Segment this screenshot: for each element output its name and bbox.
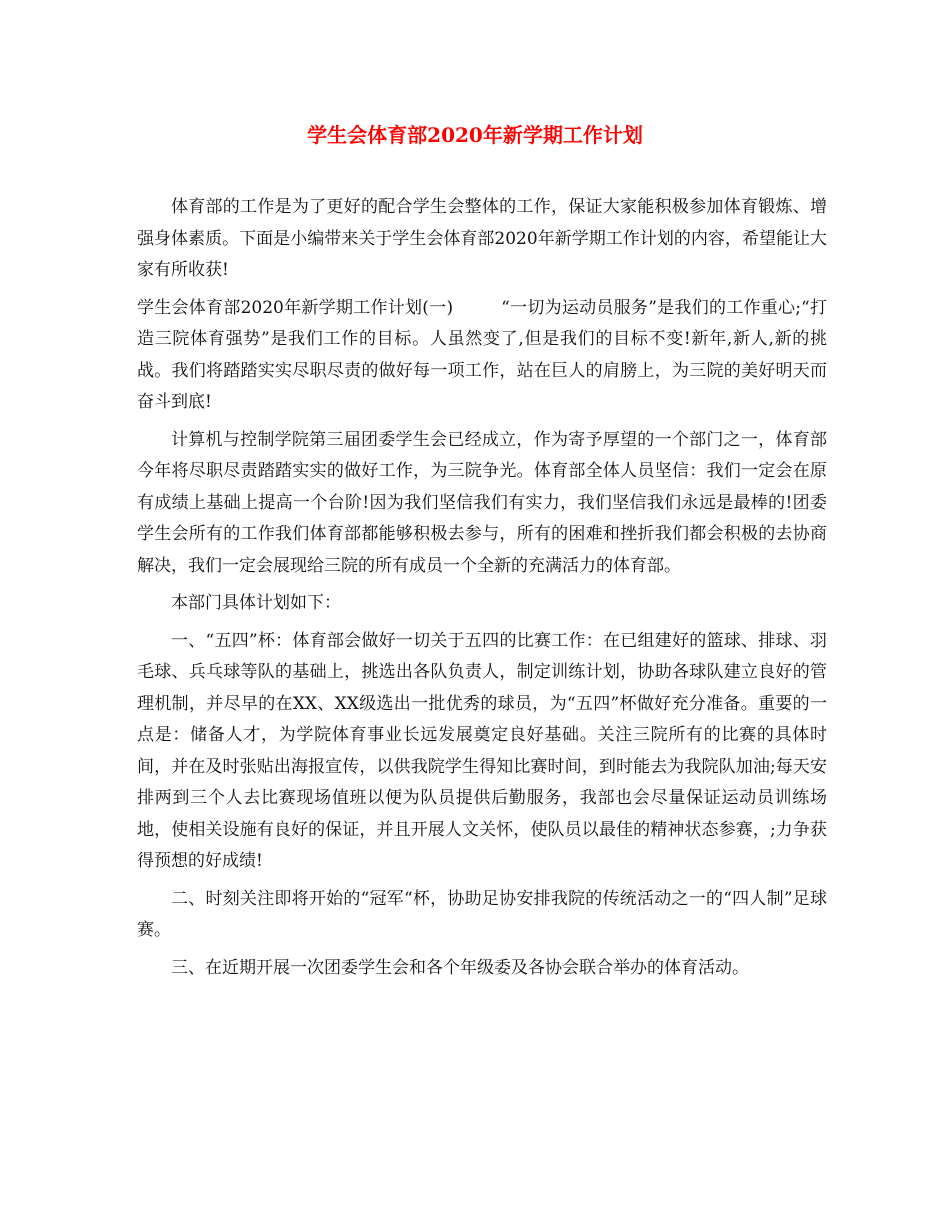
section-one-heading: 学生会体育部2020年新学期工作计划(一) [137,297,454,318]
section-one-paragraph [137,293,827,419]
section-one-text: “一切为运动员服务”是我们的工作重心;“打造三院体育强势”是我们工作的目标。人虽然变了,但是我们的目标不变!新年,新人,新的挑战。我们将踏踏实实尽职尽责的做好每一项工作，站在巨人的肩膀上，为三院的美好明天而奋斗到底! [137,297,827,412]
document-title: 学生会体育部2020年新学期工作计划 [307,123,643,147]
plan-intro-paragraph: 本部门具体计划如下： [171,593,341,613]
document-body [137,192,827,990]
intro-paragraph: 体育部的工作是为了更好的配合学生会整体的工作，保证大家能积极参加体育锻炼、增强身体素质。下面是小编带来关于学生会体育部2020年新学期工作计划的内容，希望能让大家有所收获! [137,197,827,280]
plan-item-1: 一、“五四”杯：体育部会做好一切关于五四的比赛工作：在已组建好的篮球、排球、羽毛球、兵乓球等队的基础上，挑选出各队负责人，制定训练计划，协助各球队建立良好的管理机制，并尽早的在XX、XX级选出一批优秀的球员，为“五四”杯做好充分准备。重要的一点是：储备人才，为学院体育事业长远发展奠定良好基础。关注三院所有的比赛的具体时间，并在及时张贴出海报宣传，以供我院学生得知比赛时间，到时能去为我院队加油;每天安排两到三个人去比赛现场值班以便为队员提供后勤服务，我部也会尽量保证运动员训练场地，使相关设施有良好的保证，并且开展人文关怀，使队员以最佳的精神状态参赛，;力争获得预想的好成绩! [137,630,827,871]
commitment-paragraph: 计算机与控制学院第三届团委学生会已经成立，作为寄予厚望的一个部门之一，体育部今年将尽职尽责踏踏实实的做好工作，为三院争光。体育部全体人员坚信：我们一定会在原有成绩上基础上提高一个台阶!因为我们坚信我们有实力，我们坚信我们永远是最棒的!团委学生会所有的工作我们体育部都能够积极去参与，所有的困难和挫折我们都会积极的去协商解决，我们一定会展现给三院的所有成员一个全新的充满活力的体育部。 [137,429,827,576]
plan-item-2: 二、时刻关注即将开始的“冠军“杯，协助足协安排我院的传统活动之一的“四人制”足球赛。 [137,888,827,940]
plan-item-3: 三、在近期开展一次团委学生会和各个年级委及各协会联合举办的体育活动。 [171,957,749,978]
